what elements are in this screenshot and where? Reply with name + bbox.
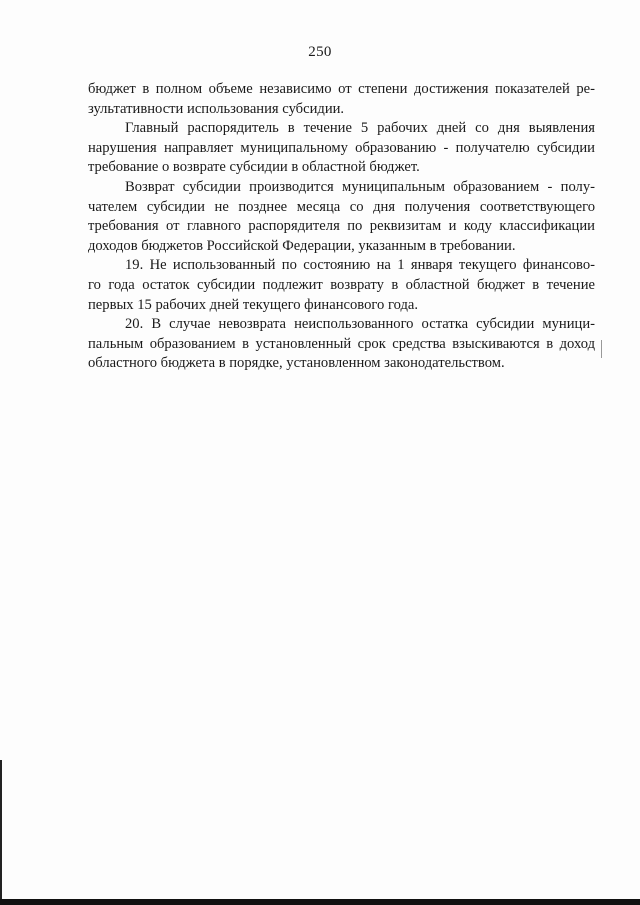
document-body bbox=[88, 80, 595, 374]
text-line: первых 15 рабочих дней текущего финансового года. bbox=[88, 296, 419, 313]
scan-artifact bbox=[601, 340, 602, 358]
text-line: бюджет в полном объеме независимо от степени достижения показателей ре- bbox=[88, 81, 595, 97]
text-line: Главный распорядитель в течение 5 рабочих дней со дня выявления bbox=[125, 120, 595, 137]
text-line: 20. В случае невозврата неиспользованного остатка субсидии муници- bbox=[125, 316, 595, 333]
text-line: го года остаток субсидии подлежит возврату в областной бюджет в течение bbox=[88, 276, 595, 293]
scan-edge-left bbox=[0, 760, 2, 905]
paragraph-item-20 bbox=[88, 315, 595, 374]
paragraph-item-19 bbox=[88, 256, 595, 315]
text-line: Возврат субсидии производится муниципальным образованием - полу- bbox=[125, 178, 595, 195]
text-line: зультативности использования субсидии. bbox=[88, 100, 345, 117]
scan-edge-bottom bbox=[0, 899, 640, 905]
text-line: требования от главного распорядителя по реквизитам и коду классификации bbox=[88, 218, 595, 235]
text-line: областного бюджета в порядке, установленном законодательством. bbox=[88, 355, 505, 372]
text-line: доходов бюджетов Российской Федерации, указанным в требовании. bbox=[88, 237, 516, 254]
text-line: пальным образованием в установленный срок средства взыскиваются в доход bbox=[88, 335, 595, 352]
text-line: 19. Не использованный по состоянию на 1 января текущего финансово- bbox=[125, 257, 595, 274]
text-line: чателем субсидии не позднее месяца со дня получения соответствующего bbox=[88, 198, 595, 215]
text-line: требование о возврате субсидии в областной бюджет. bbox=[88, 159, 420, 176]
paragraph bbox=[88, 80, 595, 119]
paragraph bbox=[88, 119, 595, 178]
text-line: нарушения направляет муниципальному образованию - получателю субсидии bbox=[88, 139, 595, 156]
page-number: 250 bbox=[308, 44, 332, 60]
paragraph bbox=[88, 178, 595, 256]
